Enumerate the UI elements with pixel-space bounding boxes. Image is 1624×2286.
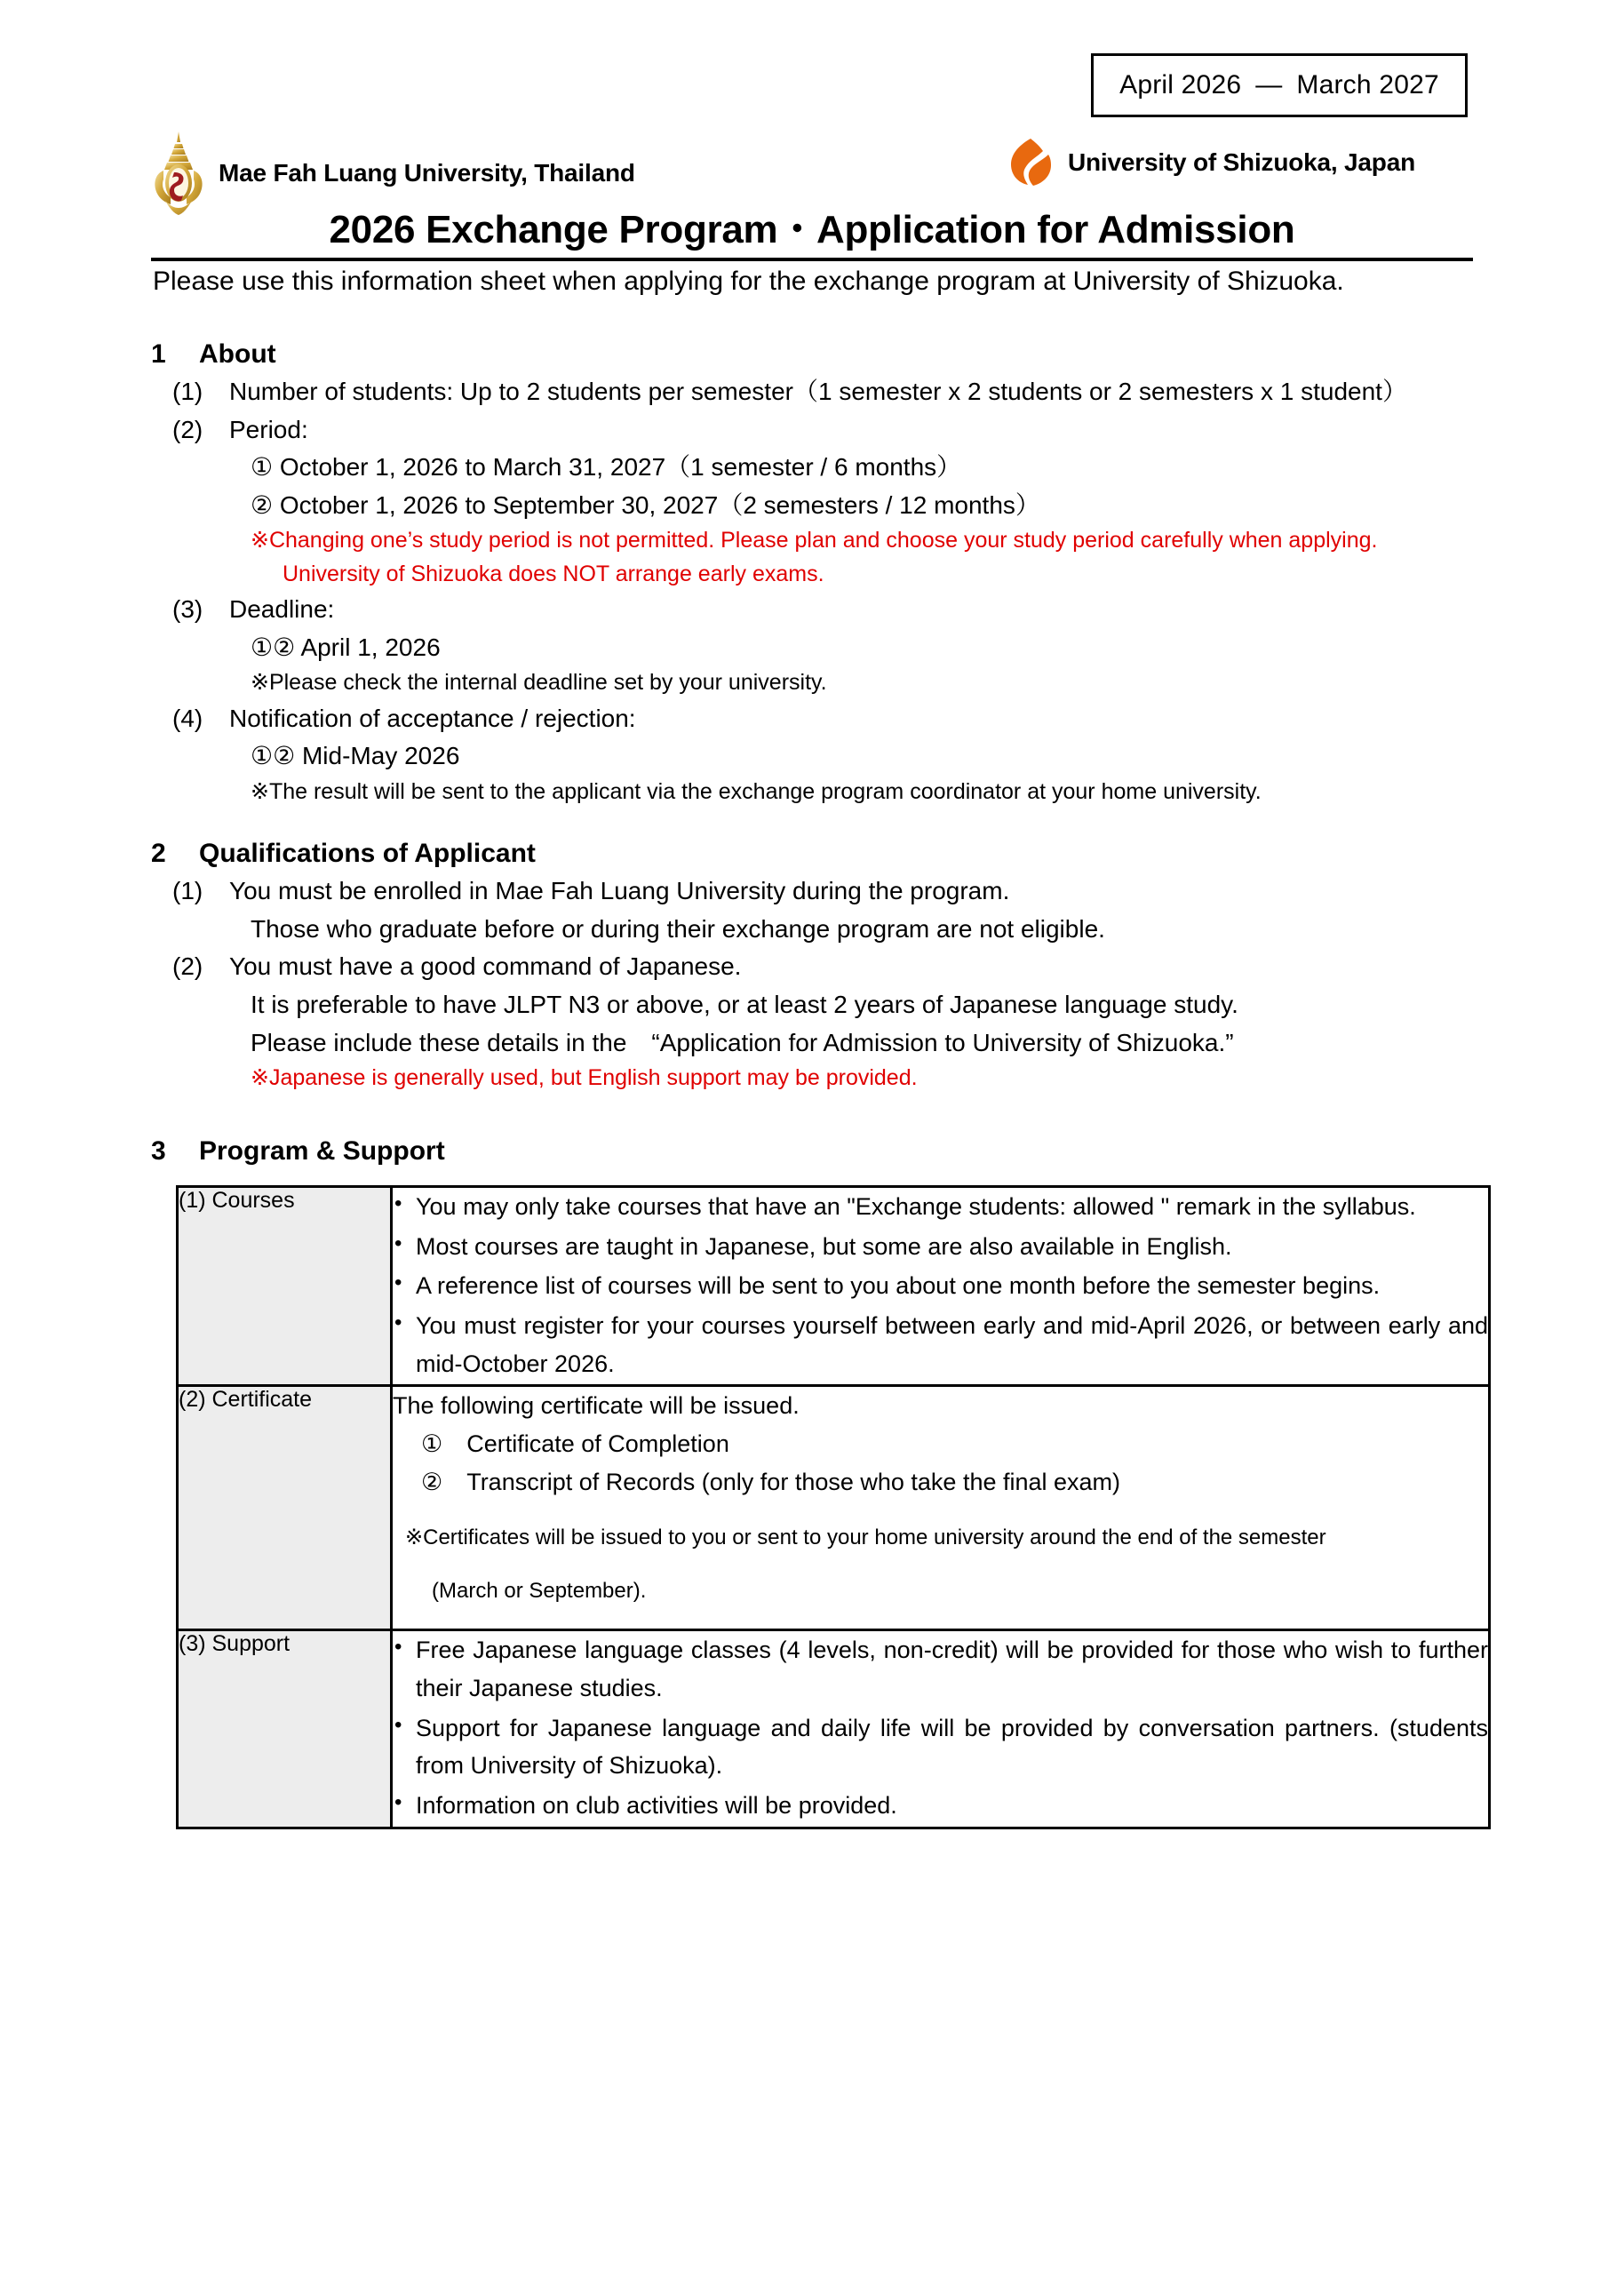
about-item-2 xyxy=(172,411,1501,450)
list-item: • Information on club activities will be provided. xyxy=(393,1787,1488,1825)
table-row xyxy=(178,1386,1490,1630)
section-title-qualifications: Qualifications of Applicant xyxy=(199,839,536,869)
list-item: • You must register for your courses yourself between early and mid-April 2026, or between early and mid-October 2026. xyxy=(393,1307,1488,1382)
certificate-item-1: ① Certificate of Completion xyxy=(421,1430,729,1457)
section-heading-qualifications xyxy=(151,839,1501,869)
qualification-1-line-1: You must be enrolled in Mae Fah Luang University during the program. xyxy=(229,877,1010,905)
partner-universities-row xyxy=(151,124,1484,204)
section-title-about: About xyxy=(199,339,276,369)
about-item-1-number: (1) xyxy=(172,378,203,405)
about-period-label: Period: xyxy=(229,415,308,443)
section-spacer-1 xyxy=(151,808,1501,839)
about-notification-note: ※The result will be sent to the applicant via the exchange program coordinator at your home university. xyxy=(251,778,1262,804)
shizuoka-flame-icon xyxy=(1004,137,1055,188)
validity-to: March 2027 xyxy=(1296,70,1439,100)
qualification-2-note: ※Japanese is generally used, but English support may be provided. xyxy=(251,1065,918,1091)
about-item-4 xyxy=(172,700,1501,738)
certificate-intro: The following certificate will be issued. xyxy=(393,1392,800,1420)
row-content-certificate xyxy=(392,1386,1490,1630)
about-period-option-2: ② October 1, 2026 to September 30, 2027（2 semesters / 12 months） xyxy=(251,490,1040,519)
row-content-courses xyxy=(392,1187,1490,1386)
support-bullet-list xyxy=(393,1631,1488,1824)
section-heading-about xyxy=(151,339,1501,370)
section-spacer-2 xyxy=(151,1095,1501,1136)
section-number-1: 1 xyxy=(151,339,166,369)
table-row xyxy=(178,1187,1490,1386)
section-heading-program xyxy=(151,1136,1501,1167)
about-notification-value: ①② Mid-May 2026 xyxy=(251,742,460,770)
section-title-program: Program & Support xyxy=(199,1135,445,1166)
about-period-option-1: ① October 1, 2026 to March 31, 2027（1 semester / 6 months） xyxy=(251,453,962,482)
validity-from: April 2026 xyxy=(1119,70,1242,100)
about-item-3 xyxy=(172,591,1501,629)
certificate-note-line-1: ※Certificates will be issued to you or sent to your home university around the end of the semester xyxy=(405,1525,1326,1550)
about-deadline-label: Deadline: xyxy=(229,595,335,624)
certificate-note-line-2: (March or September). xyxy=(432,1579,647,1604)
about-deadline-note: ※Please check the internal deadline set by your university. xyxy=(251,670,827,696)
courses-bullet-list xyxy=(393,1188,1488,1382)
row-label-courses: (1) Courses xyxy=(178,1187,392,1386)
about-period-warning-line1: ※Changing one’s study period is not permitted. Please plan and choose your study period carefully when applying. xyxy=(251,528,1378,554)
about-notification-label: Notification of acceptance / rejection: xyxy=(229,704,636,732)
validity-period-box xyxy=(1091,53,1468,117)
title-divider xyxy=(151,258,1473,261)
section-number-3: 3 xyxy=(151,1135,166,1166)
about-period-warning-line2: University of Shizuoka does NOT arrange early exams. xyxy=(283,561,824,586)
row-content-support xyxy=(392,1630,1490,1828)
about-item-2-number: (2) xyxy=(172,415,203,443)
program-support-table xyxy=(176,1185,1491,1829)
list-item: • A reference list of courses will be sent to you about one month before the semester begins. xyxy=(393,1267,1488,1305)
list-item: • Free Japanese language classes (4 levels, non-credit) will be provided for those who wish to further their Japanese studies. xyxy=(393,1631,1488,1707)
about-deadline-value: ①② April 1, 2026 xyxy=(251,633,441,661)
partner-left-name: Mae Fah Luang University, Thailand xyxy=(219,159,635,187)
about-item-1 xyxy=(172,373,1501,411)
qualification-item-2 xyxy=(172,948,1501,986)
list-item: • Support for Japanese language and daily life will be provided by conversation partners. (students from University of Shizuoka). xyxy=(393,1709,1488,1785)
qualification-2-line-1: You must have a good command of Japanese. xyxy=(229,952,742,981)
qualification-item-1-number: (1) xyxy=(172,877,203,905)
about-number-of-students: Number of students: Up to 2 students per semester（1 semester x 2 students or 2 semesters x 1 student） xyxy=(229,378,1407,405)
validity-dash: — xyxy=(1255,70,1283,100)
list-item: • Most courses are taught in Japanese, but some are also available in English. xyxy=(393,1228,1488,1266)
row-label-support: (3) Support xyxy=(178,1630,392,1828)
about-item-3-number: (3) xyxy=(172,595,203,624)
document-body xyxy=(151,339,1501,1170)
page-subtitle: Please use this information sheet when applying for the exchange program at University of Shizuoka. xyxy=(153,267,1344,296)
certificate-item-2: ② Transcript of Records (only for those who take the final exam) xyxy=(421,1468,1121,1495)
about-item-4-number: (4) xyxy=(172,704,203,732)
table-row xyxy=(178,1630,1490,1828)
qualification-item-1 xyxy=(172,872,1501,911)
list-item: • You may only take courses that have an "Exchange students: allowed " remark in the syllabus. xyxy=(393,1188,1488,1226)
partner-right xyxy=(1004,137,1415,188)
page-title: 2026 Exchange Program・Application for Admission xyxy=(329,208,1295,251)
partner-right-name: University of Shizuoka, Japan xyxy=(1068,148,1415,176)
row-label-certificate: (2) Certificate xyxy=(178,1386,392,1630)
section-number-2: 2 xyxy=(151,839,166,869)
qualification-1-line-2: Those who graduate before or during their exchange program are not eligible. xyxy=(251,914,1105,943)
qualification-2-line-2: It is preferable to have JLPT N3 or above, or at least 2 years of Japanese language study. xyxy=(251,991,1238,1019)
qualification-2-line-3: Please include these details in the “Application for Admission to University of Shizuoka.” xyxy=(251,1028,1234,1056)
qualification-item-2-number: (2) xyxy=(172,952,203,981)
program-support-table-wrap xyxy=(176,1185,1491,1829)
validity-period-text xyxy=(1119,70,1439,100)
